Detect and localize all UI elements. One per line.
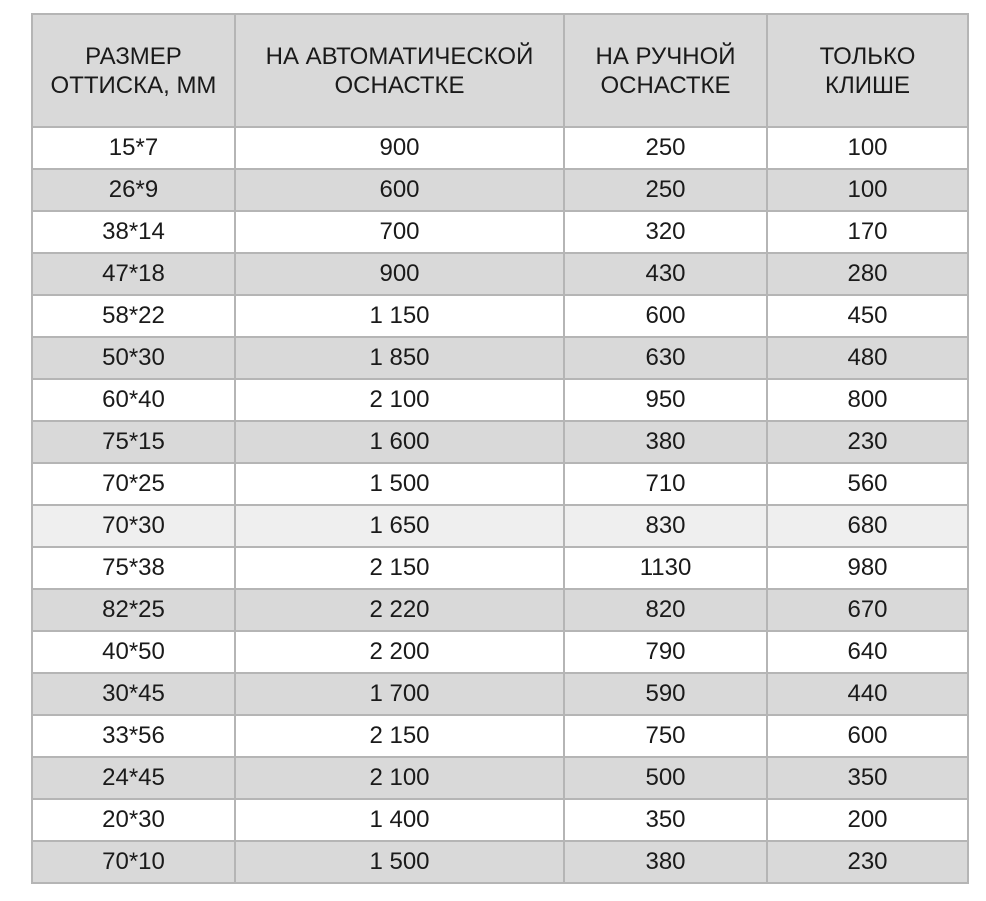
cell-size: 30*45 <box>32 673 235 715</box>
cell-automatic: 2 100 <box>235 379 564 421</box>
cell-cliche: 980 <box>767 547 968 589</box>
cell-size: 33*56 <box>32 715 235 757</box>
cell-automatic: 1 150 <box>235 295 564 337</box>
cell-manual: 350 <box>564 799 767 841</box>
table-row <box>32 295 968 337</box>
table-row <box>32 421 968 463</box>
price-table-container <box>31 13 969 884</box>
cell-manual: 750 <box>564 715 767 757</box>
cell-automatic: 1 850 <box>235 337 564 379</box>
cell-manual: 950 <box>564 379 767 421</box>
cell-cliche: 440 <box>767 673 968 715</box>
cell-cliche: 560 <box>767 463 968 505</box>
cell-size: 82*25 <box>32 589 235 631</box>
cell-size: 58*22 <box>32 295 235 337</box>
cell-automatic: 1 700 <box>235 673 564 715</box>
table-body <box>32 127 968 883</box>
cell-cliche: 230 <box>767 421 968 463</box>
cell-cliche: 670 <box>767 589 968 631</box>
cell-automatic: 1 600 <box>235 421 564 463</box>
cell-manual: 1130 <box>564 547 767 589</box>
cell-size: 75*38 <box>32 547 235 589</box>
cell-size: 70*25 <box>32 463 235 505</box>
cell-automatic: 2 200 <box>235 631 564 673</box>
cell-manual: 630 <box>564 337 767 379</box>
cell-manual: 830 <box>564 505 767 547</box>
table-row <box>32 211 968 253</box>
cell-cliche: 200 <box>767 799 968 841</box>
cell-automatic: 2 150 <box>235 715 564 757</box>
cell-size: 24*45 <box>32 757 235 799</box>
header-size: РАЗМЕР ОТТИСКА, ММ <box>32 14 235 127</box>
cell-automatic: 600 <box>235 169 564 211</box>
table-row <box>32 589 968 631</box>
cell-cliche: 600 <box>767 715 968 757</box>
cell-cliche: 480 <box>767 337 968 379</box>
table-row <box>32 757 968 799</box>
cell-automatic: 1 500 <box>235 841 564 883</box>
cell-size: 75*15 <box>32 421 235 463</box>
cell-cliche: 170 <box>767 211 968 253</box>
header-cliche-only: ТОЛЬКО КЛИШЕ <box>767 14 968 127</box>
table-row <box>32 337 968 379</box>
cell-automatic: 2 100 <box>235 757 564 799</box>
cell-size: 70*30 <box>32 505 235 547</box>
table-row <box>32 505 968 547</box>
cell-cliche: 280 <box>767 253 968 295</box>
table-row <box>32 799 968 841</box>
cell-size: 70*10 <box>32 841 235 883</box>
table-row <box>32 673 968 715</box>
cell-manual: 380 <box>564 841 767 883</box>
cell-manual: 710 <box>564 463 767 505</box>
cell-cliche: 640 <box>767 631 968 673</box>
table-row <box>32 169 968 211</box>
cell-cliche: 230 <box>767 841 968 883</box>
table-row <box>32 841 968 883</box>
cell-cliche: 450 <box>767 295 968 337</box>
cell-cliche: 680 <box>767 505 968 547</box>
cell-automatic: 1 650 <box>235 505 564 547</box>
cell-size: 15*7 <box>32 127 235 169</box>
cell-size: 40*50 <box>32 631 235 673</box>
cell-size: 26*9 <box>32 169 235 211</box>
cell-automatic: 700 <box>235 211 564 253</box>
cell-size: 20*30 <box>32 799 235 841</box>
cell-automatic: 900 <box>235 127 564 169</box>
table-row <box>32 715 968 757</box>
cell-manual: 380 <box>564 421 767 463</box>
table-row <box>32 547 968 589</box>
cell-automatic: 1 500 <box>235 463 564 505</box>
cell-manual: 320 <box>564 211 767 253</box>
table-row <box>32 631 968 673</box>
cell-cliche: 350 <box>767 757 968 799</box>
cell-cliche: 100 <box>767 169 968 211</box>
header-row <box>32 14 968 127</box>
cell-size: 38*14 <box>32 211 235 253</box>
cell-manual: 600 <box>564 295 767 337</box>
cell-size: 47*18 <box>32 253 235 295</box>
cell-manual: 430 <box>564 253 767 295</box>
table-row <box>32 463 968 505</box>
table-row <box>32 379 968 421</box>
header-manual: НА РУЧНОЙ ОСНАСТКЕ <box>564 14 767 127</box>
cell-automatic: 1 400 <box>235 799 564 841</box>
price-table <box>31 13 969 884</box>
table-row <box>32 127 968 169</box>
cell-size: 60*40 <box>32 379 235 421</box>
cell-automatic: 2 150 <box>235 547 564 589</box>
cell-manual: 820 <box>564 589 767 631</box>
cell-cliche: 100 <box>767 127 968 169</box>
cell-automatic: 2 220 <box>235 589 564 631</box>
cell-manual: 500 <box>564 757 767 799</box>
cell-manual: 250 <box>564 169 767 211</box>
cell-automatic: 900 <box>235 253 564 295</box>
cell-size: 50*30 <box>32 337 235 379</box>
cell-cliche: 800 <box>767 379 968 421</box>
table-row <box>32 253 968 295</box>
header-automatic: НА АВТОМАТИЧЕСКОЙ ОСНАСТКЕ <box>235 14 564 127</box>
cell-manual: 250 <box>564 127 767 169</box>
cell-manual: 590 <box>564 673 767 715</box>
cell-manual: 790 <box>564 631 767 673</box>
